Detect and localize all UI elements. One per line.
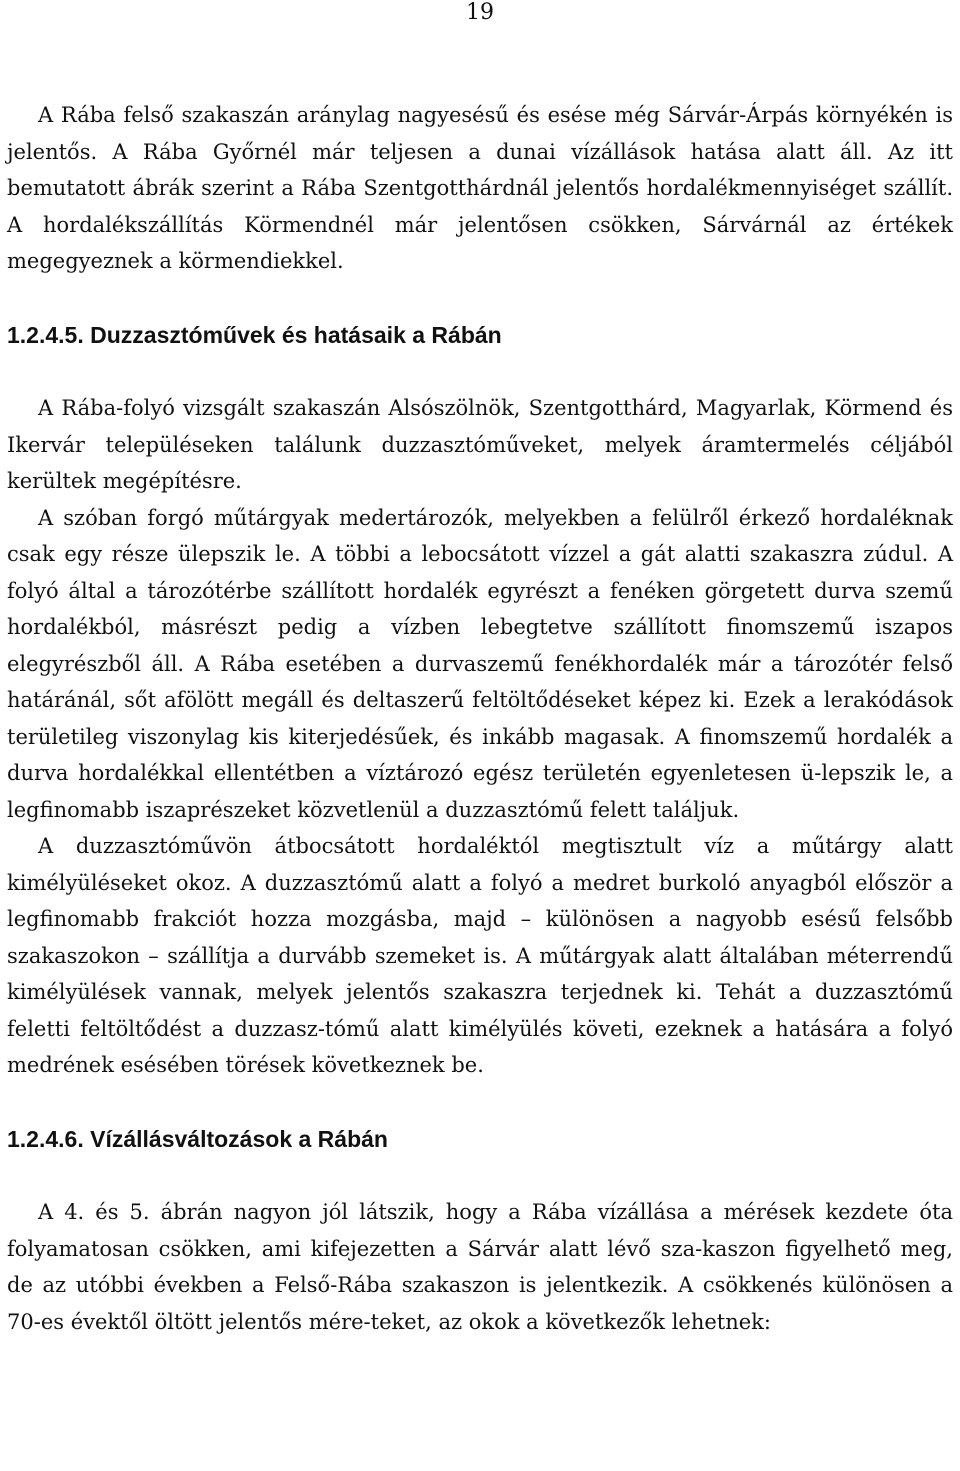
- paragraph: A 4. és 5. ábrán nagyon jól látszik, hogy a Rába vízállása a mérések kezdete óta folyamatosan csökken, ami kifejezetten a Sárvár alatt lévő sza-kaszon figyelhető meg, de az utóbbi években a Felső-Rába szakaszon is jelentkezik. A csökkenés különösen a 70-es évektől öltött jelentős mére-teket, az okok a következők lehetnek:: [7, 1200, 953, 1334]
- spacer: [7, 353, 953, 390]
- document-body: [7, 97, 953, 1340]
- page-number: 19: [466, 0, 494, 25]
- section-heading: 1.2.4.6. Vízállásváltozások a Rábán: [7, 1125, 388, 1152]
- paragraph: A szóban forgó műtárgyak medertározók, melyekben a felülről érkező hordaléknak csak egy része ülepszik le. A többi a lebocsátott vízzel a gát alatti szakaszra zúdul. A folyó által a tározótérbe szállított hordalék egyrészt a fenéken görgetett durva szemű hordalékból, másrészt pedig a vízben lebegtetve szállított finomszemű iszapos elegyrészből áll. A Rába esetében a durvaszemű fenékhordalék már a tározótér felső határánál, sőt afölött megáll és deltaszerű feltöltődéseket képez ki. Ezek a lerakódások területileg viszonylag kis kiterjedésűek, és inkább magasak. A finomszemű hordalék a durva hordalékkal ellentétben a víztározó egész területén egyenletesen ü-lepszik le, a legfinomabb iszaprészeket közvetlenül a duzzasztómű felett találjuk.: [7, 505, 953, 822]
- paragraph: A Rába-folyó vizsgált szakaszán Alsószölnök, Szentgotthárd, Magyarlak, Körmend és Ikervár településeken találunk duzzasztóműveket, melyek áramtermelés céljából kerültek megépítésre.: [7, 396, 953, 493]
- spacer: [7, 1084, 953, 1121]
- paragraph: A duzzasztóművön átbocsátott hordaléktól megtisztult víz a műtárgy alatt kimélyüléseket okoz. A duzzasztómű alatt a folyó a medret burkoló anyagból először a legfinomabb frakciót hozza mozgásba, majd – különösen a nagyobb esésű felsőbb szakaszokon – szállítja a durvább szemeket is. A műtárgyak alatt általában méterrendű kimélyülések vannak, melyek jelentős szakaszra terjednek ki. Tehát a duzzasztómű feletti feltöltődést a duzzasz-tómű alatt kimélyülés követi, ezeknek a hatására a folyó medrének esésében törések következnek be.: [7, 834, 953, 1077]
- paragraph: A Rába felső szakaszán aránylag nagyesésű és esése még Sárvár-Árpás környékén is jelentős. A Rába Győrnél már teljesen a dunai vízállások hatása alatt áll. Az itt bemutatott ábrák szerint a Rába Szentgotthárdnál jelentős hordalékmennyiséget szállít. A hordalékszállítás Körmendnél már jelentősen csökken, Sárvárnál az értékek megegyeznek a körmendiekkel.: [7, 103, 953, 273]
- section-heading: 1.2.4.5. Duzzasztóművek és hatásaik a Rábán: [7, 321, 502, 348]
- spacer: [7, 1157, 953, 1194]
- spacer: [7, 280, 953, 317]
